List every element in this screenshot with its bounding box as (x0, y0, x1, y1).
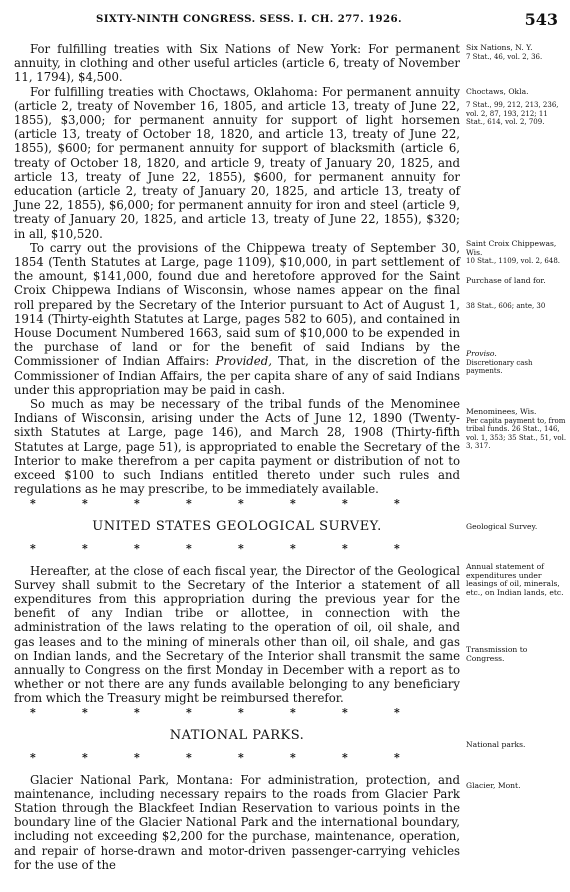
star: * (186, 496, 192, 510)
star: * (394, 750, 400, 764)
star: * (30, 705, 36, 719)
star: * (186, 541, 192, 555)
margin-note-saint-croix (466, 240, 568, 266)
margin-note-caption: Six Nations, N. Y. (466, 43, 533, 52)
paragraph-text: To carry out the provisions of the Chippewa treaty of September 30, 1854 (Tenth Statutes at Large, page 1109), $10,000, in part settlement of the amount, $141,000, found due and heretofore approved for the Saint Croix Chippewa Indians of Wisconsin, whose names appear on the final roll prepared by the Secretary of the Interior pursuant to Act of August 1, 1914 (Thirty-eighth Statutes at Large, pages 582 to 605), and contained in House Document Numbered 1663, said sum of $10,000 to be expended in the purchase of land or for the benefit of said Indians by the Commissioner of Indian Affairs: (14, 240, 460, 369)
margin-note-reference: 10 Stat., 1109, vol. 2, 648. (466, 257, 561, 266)
margin-note-choctaws (466, 88, 568, 97)
star: * (134, 705, 140, 719)
star: * (394, 541, 400, 555)
star: * (82, 750, 88, 764)
margin-note-caption: National parks. (466, 740, 526, 749)
margin-note-stat-38 (466, 302, 568, 311)
star: * (186, 705, 192, 719)
margin-notes-column (466, 0, 568, 892)
star: * (238, 496, 244, 510)
running-head: SIXTY-NINTH CONGRESS. SESS. I. CH. 277. 1926. (96, 13, 402, 25)
section-heading-national-parks: NATIONAL PARKS. (169, 727, 305, 743)
star: * (82, 541, 88, 555)
star: * (134, 541, 140, 555)
margin-note-reference: 38 Stat., 606; ante, 30 (466, 302, 546, 310)
margin-note-reference: Discretionary cash payments. (466, 358, 533, 376)
margin-note-caption: Geological Survey. (466, 522, 538, 531)
paragraph-menominee: So much as may be necessary of the tribal funds of the Menominee Indians of Wisconsin, arising under the Acts of June 12, 1890 (Twenty-sixth Statutes at Large, page 146), and March 28, 1908 (Thirty-fifth Statutes at Large, page 51), is appropriated to enable the Secretary of the Interior to make therefrom a per capita payment or distribution of not to exceed $100 to such Indians entitled thereto under such rules and regulations as he may prescribe, to be immediately available. (14, 397, 460, 497)
margin-note-caption: Purchase of land for. (466, 276, 546, 285)
margin-note-reference: Per capita payment to, from tribal funds. 26 Stat., 146, vol. 1, 353; 35 Stat., 51, vol. 3, 317. (466, 416, 567, 451)
margin-note-reference: 7 Stat., 99, 212, 213, 236, vol. 2, 87, 193, 212; 11 Stat., 614, vol. 2, 709. (466, 101, 559, 127)
star: * (238, 541, 244, 555)
omission-stars (14, 751, 460, 765)
star: * (30, 750, 36, 764)
margin-note-choctaws-refs (466, 101, 568, 127)
margin-note-reference: 7 Stat., 46, vol. 2, 36. (466, 52, 543, 61)
star: * (238, 750, 244, 764)
star: * (134, 496, 140, 510)
star: * (342, 750, 348, 764)
paragraph-text: That, in the discretion of the Commissioner of Indian Affairs, the per capita share of any of said Indians under this appropriation may be paid in cash. (14, 354, 461, 397)
margin-note-caption: Glacier, Mont. (466, 781, 521, 790)
margin-note-purchase-land (466, 277, 568, 286)
star: * (30, 541, 36, 555)
paragraph-geological-survey: Hereafter, at the close of each fiscal year, the Director of the Geological Survey shall submit to the Secretary of the Interior a statement of all expenditures from this appropriation during the previous year for the benefit of any Indian tribe or allottee, in connection with the administration of the laws relating to the operation of oil, oil shale, and gas leases and to the mining of minerals other than oil, oil shale, and gas on Indian lands, and the Secretary of the Interior shall transmit the same annually to Congress on the first Monday in December with a report as to whether or not there are any funds available belonging to any beneficiary from which the Treasury might be reimbursed therefor. (14, 563, 460, 706)
omission-stars (14, 542, 460, 556)
omission-stars (14, 497, 460, 511)
star: * (394, 496, 400, 510)
page-number: 543 (524, 10, 558, 29)
margin-note-menominees (466, 408, 568, 451)
margin-note-geological-survey (466, 523, 568, 532)
star: * (30, 496, 36, 510)
margin-note-annual-statement (466, 563, 568, 597)
paragraph-six-nations: For fulfilling treaties with Six Nations of New York: For permanent annuity, in clothing and other useful articles (article 6, treaty of November 11, 1794), $4,500. (14, 42, 460, 85)
star: * (82, 496, 88, 510)
proviso-word: Provided, (215, 354, 272, 369)
star: * (134, 750, 140, 764)
margin-note-proviso (466, 350, 568, 376)
star: * (238, 705, 244, 719)
star: * (290, 750, 296, 764)
star: * (394, 705, 400, 719)
margin-note-caption: Menominees, Wis. (466, 407, 537, 416)
star: * (290, 496, 296, 510)
paragraph-saint-croix-chippewa (14, 241, 460, 397)
paragraph-glacier-national-park: Glacier National Park, Montana: For administration, protection, and maintenance, including necessary repairs to the roads from Glacier Park Station through the Blackfeet Indian Reservation to various points in the boundary line of the Glacier National Park and the international boundary, including not exceeding $2,200 for the purchase, maintenance, operation, and repair of horse-drawn and motor-driven passenger-carrying vehicles for the use of the (14, 772, 460, 872)
section-heading-geological-survey: UNITED STATES GEOLOGICAL SURVEY. (92, 518, 382, 534)
margin-note-transmission (466, 646, 568, 663)
star: * (186, 750, 192, 764)
star: * (342, 496, 348, 510)
star: * (82, 705, 88, 719)
star: * (342, 541, 348, 555)
margin-note-caption: Transmission to Congress. (466, 645, 528, 663)
margin-note-caption: Choctaws, Okla. (466, 87, 529, 96)
margin-note-national-parks (466, 741, 568, 750)
main-text-column (14, 42, 460, 872)
margin-note-glacier (466, 782, 568, 791)
star: * (290, 705, 296, 719)
star: * (290, 541, 296, 555)
omission-stars (14, 706, 460, 720)
margin-note-caption: Proviso. (466, 349, 497, 358)
star: * (342, 705, 348, 719)
paragraph-choctaws: For fulfilling treaties with Choctaws, Oklahoma: For permanent annuity (article 2, treaty of November 16, 1805, and article 13, treaty of June 22, 1855), $3,000; for permanent annuity for support of light horsemen (article 13, treaty of October 18, 1820, and article 13, treaty of June 22, 1855), $600; for permanent annuity for support of blacksmith (article 6, treaty of October 18, 1820, and article 9, treaty of January 20, 1825, and article 13, treaty of June 22, 1855), $600, for permanent annuity for education (article 2, treaty of January 20, 1825, and article 13, treaty of June 22, 1855), $6,000; for permanent annuity for iron and steel (article 9, treaty of January 20, 1825, and article 13, treaty of June 22, 1855), $320; in all, $10,520. (14, 84, 460, 241)
margin-note-caption: Saint Croix Chippewas, Wis. (466, 239, 557, 257)
margin-note-caption: Annual statement of expenditures under leasings of oil, minerals, etc., on Indian lands, etc. (466, 562, 564, 597)
margin-note-six-nations (466, 44, 568, 61)
